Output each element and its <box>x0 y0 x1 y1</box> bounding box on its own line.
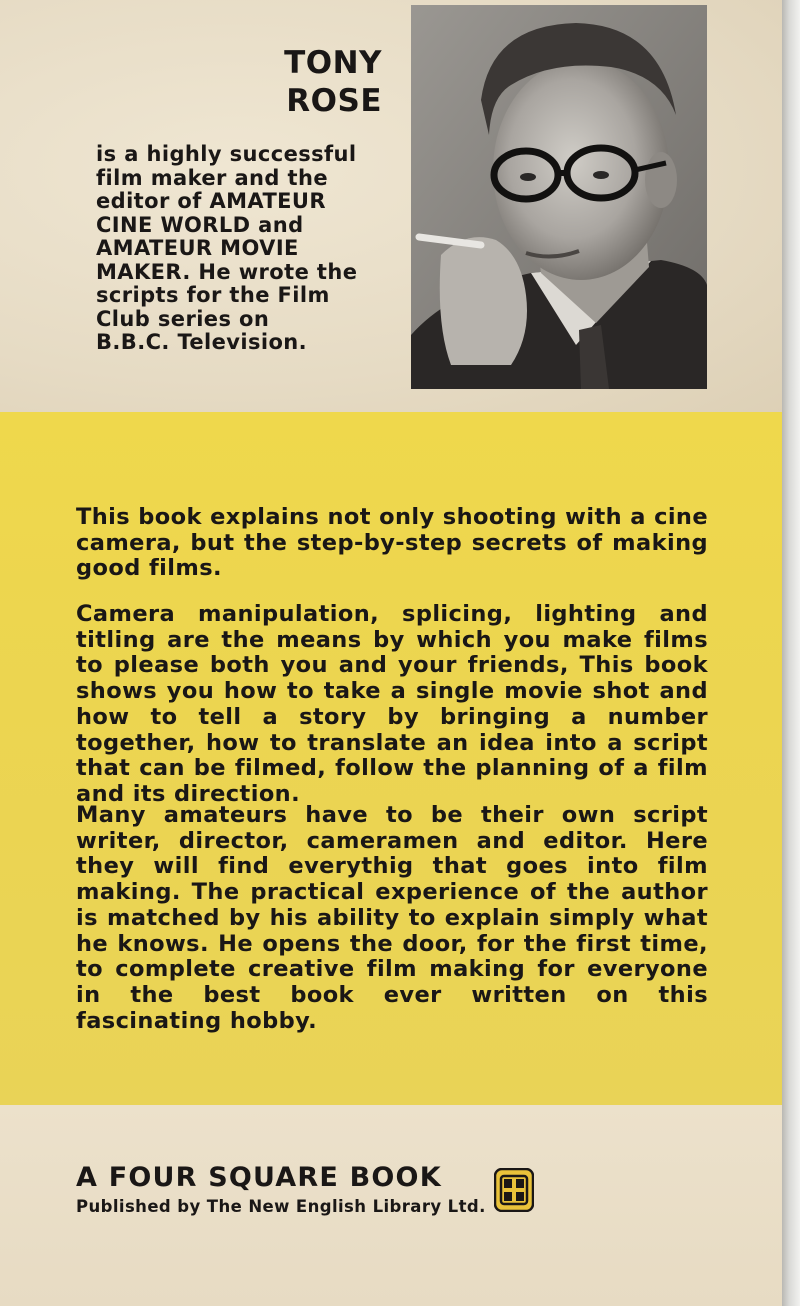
blurb-paragraph-1: This book explains not only shooting with a cine camera, but the step-by-step secrets of making good films. <box>76 504 709 582</box>
author-name: TONY ROSE <box>284 45 382 119</box>
publisher-imprint: A FOUR SQUARE BOOK <box>76 1162 442 1193</box>
blurb-paragraph-2: Camera manipulation, splicing, lighting and titling are the means by which you make films to please both you and your friends, This book shows you how to take a single movie shot and how to tell a story by bringing a number together, how to translate an idea into a script that can be filmed, follow the planning of a film and its direction. <box>76 601 708 807</box>
author-photo <box>411 5 707 389</box>
four-square-logo-icon <box>494 1168 534 1212</box>
author-bio: is a highly successful film maker and the editor of AMATEUR CINE WORLD and AMATEUR MOVIE MAKER. He wrote the scripts for the Film Club series on B.B.C. Television. <box>96 142 358 354</box>
page-edge <box>782 0 800 1306</box>
blurb-paragraph-3: Many amateurs have to be their own script writer, director, cameramen and editor. Here they will find everythig that goes into film making. The practical experience of the author is matched by his ability to explain simply what he knows. He opens the door, for the first time, to complete creative film making for everyone in the best book ever written on this fascinating hobby. <box>76 802 708 1034</box>
publisher-name: Published by The New English Library Ltd. <box>76 1197 486 1216</box>
